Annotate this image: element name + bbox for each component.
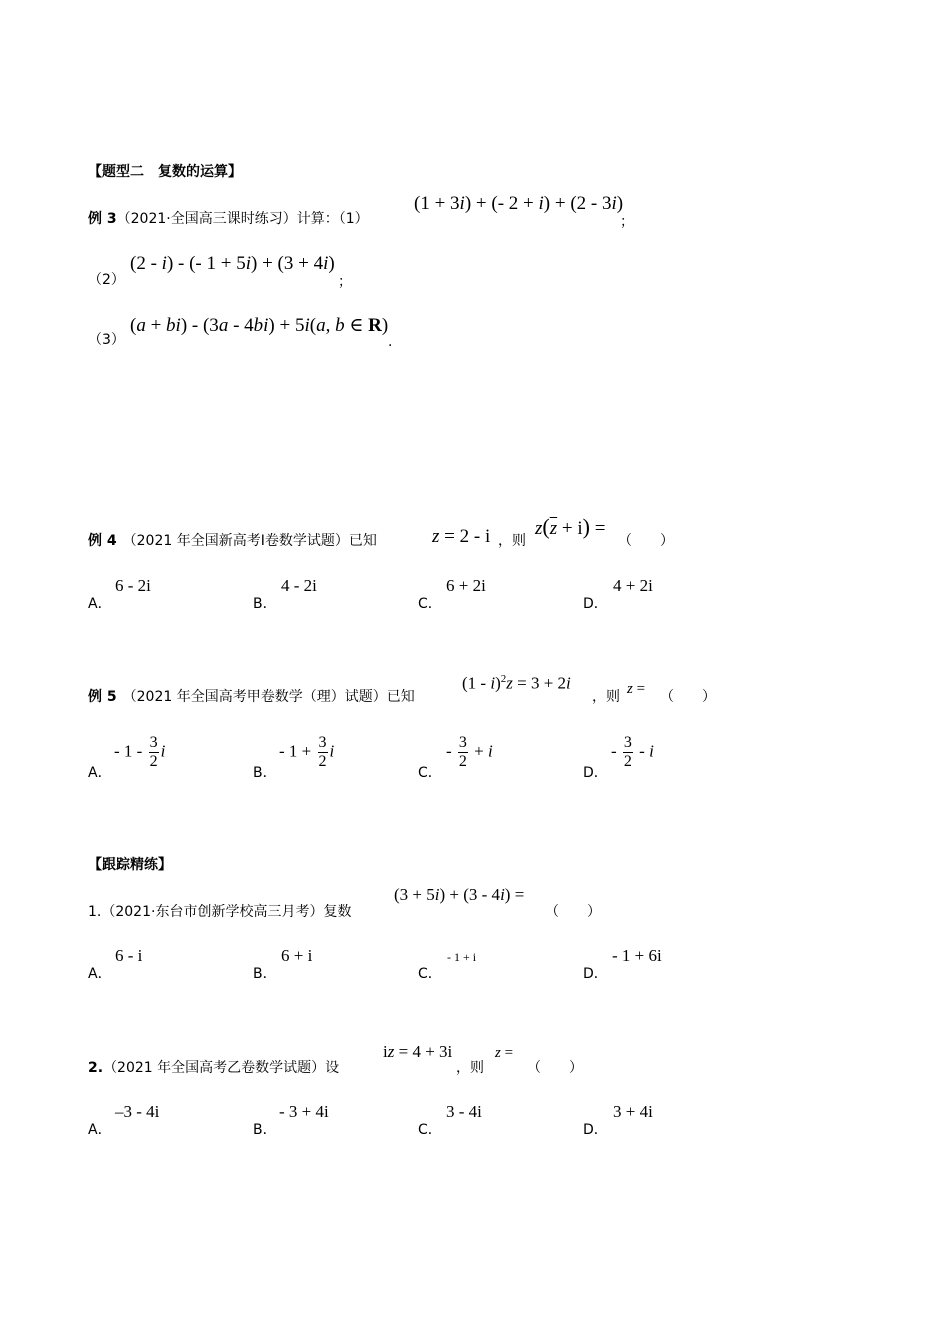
question-2-option-d-letter: D． [583, 1122, 608, 1138]
question-2-target: z = [495, 1045, 514, 1061]
example-4-given: z = 2 - i [432, 526, 491, 547]
example-3-expr-1: (1 + 3i) + (- 2 + i) + (2 - 3i) [414, 193, 624, 214]
question-2-line [88, 1059, 339, 1077]
question-1-source: （2021·东台市创新学校高三月考）复数 [101, 904, 352, 920]
example-3-tail-1: ； [620, 214, 634, 230]
example-4-label: 例 4 [88, 533, 117, 549]
question-1-paren: （ ） [545, 904, 601, 920]
example-3-expr-3: (a + bi) - (3a - 4bi) + 5i(a, b ∈ R) [130, 315, 389, 336]
example-5-option-a-letter: A． [88, 765, 112, 781]
question-1-option-c-letter: C． [418, 966, 442, 982]
example-5-then: ，则 [592, 689, 620, 705]
example-3-tail-3: . [388, 334, 393, 350]
example-5-target: z = [627, 681, 646, 697]
example-3-part-3-label: （3） [88, 332, 125, 348]
example-5-option-b-value: - 1 + $\frac{3}{2}$ i [279, 734, 335, 770]
question-1-expr: (3 + 5i) + (3 - 4i) = [394, 885, 525, 904]
question-1-option-b-value: 6 + i [281, 946, 313, 965]
example-5-option-c-letter: C． [418, 765, 442, 781]
example-3-tail-2: ； [338, 274, 352, 290]
example-5-source: （2021 年全国高考甲卷数学（理）试题）已知 [122, 689, 415, 705]
example-4-paren: （ ） [618, 533, 674, 549]
question-1-line [88, 903, 351, 921]
example-3-line-1 [88, 210, 369, 228]
example-5-given: (1 - i)$^2$z = 3 + 2i [462, 673, 571, 693]
example-4-option-b-letter: B． [253, 596, 277, 612]
question-2-option-d-value: 3 + 4i [613, 1102, 653, 1121]
question-2-paren: （ ） [527, 1060, 583, 1076]
question-2-then: ，则 [456, 1060, 484, 1076]
question-1-option-b-letter: B． [253, 966, 277, 982]
question-2-option-a-letter: A． [88, 1122, 112, 1138]
question-1-option-c-value: - 1 + i [447, 950, 477, 964]
example-5-option-d-value: - $\frac{3}{2}$ - i [611, 734, 654, 770]
example-5-paren: （ ） [660, 689, 716, 705]
example-4-line [88, 532, 377, 550]
practice-title: 【跟踪精练】 [88, 857, 172, 873]
question-1-option-a-letter: A． [88, 966, 112, 982]
example-5-line [88, 688, 415, 706]
example-4-option-c-value: 6 + 2i [446, 576, 486, 595]
example-5-option-b-letter: B． [253, 765, 277, 781]
question-1-option-a-value: 6 - i [115, 946, 143, 965]
example-4-option-a-letter: A． [88, 596, 112, 612]
example-5-option-a-value: - 1 - $\frac{3}{2}$ i [114, 734, 166, 770]
example-3-expr-2: (2 - i) - (- 1 + 5i) + (3 + 4i) [130, 253, 335, 274]
question-2-option-b-value: - 3 + 4i [279, 1102, 329, 1121]
question-2-option-b-letter: B． [253, 1122, 277, 1138]
question-2-number: 2. [88, 1060, 104, 1076]
example-4-option-b-value: 4 - 2i [281, 576, 317, 595]
example-4-source: （2021 年全国新高考Ⅰ卷数学试题）已知 [122, 533, 377, 549]
question-2-source: （2021 年全国高考乙卷数学试题）设 [103, 1060, 340, 1076]
question-2-given: iz = 4 + 3i [383, 1042, 453, 1061]
example-5-label: 例 5 [88, 689, 117, 705]
question-1-number: 1. [88, 904, 102, 920]
example-3-source: （2021·全国高三课时练习）计算：（1） [116, 211, 369, 227]
question-1-option-d-letter: D． [583, 966, 608, 982]
question-1-option-d-value: - 1 + 6i [612, 946, 662, 965]
example-3-label: 例 3 [88, 211, 117, 227]
question-2-option-a-value: –3 - 4i [115, 1102, 160, 1121]
example-3-part-2-label: （2） [88, 272, 125, 288]
example-5-option-d-letter: D． [583, 765, 608, 781]
example-4-option-d-letter: D． [583, 596, 608, 612]
example-4-option-a-value: 6 - 2i [115, 576, 151, 595]
example-5-option-c-value: - $\frac{3}{2}$ + i [446, 734, 493, 770]
example-4-then: ，则 [498, 533, 526, 549]
example-4-option-d-value: 4 + 2i [613, 576, 653, 595]
section-title: 【题型二 复数的运算】 [88, 164, 242, 180]
example-4-expr: $z(\overline{z} + i)$ = [535, 514, 606, 539]
example-4-option-c-letter: C． [418, 596, 442, 612]
question-2-option-c-value: 3 - 4i [446, 1102, 482, 1121]
question-2-option-c-letter: C． [418, 1122, 442, 1138]
